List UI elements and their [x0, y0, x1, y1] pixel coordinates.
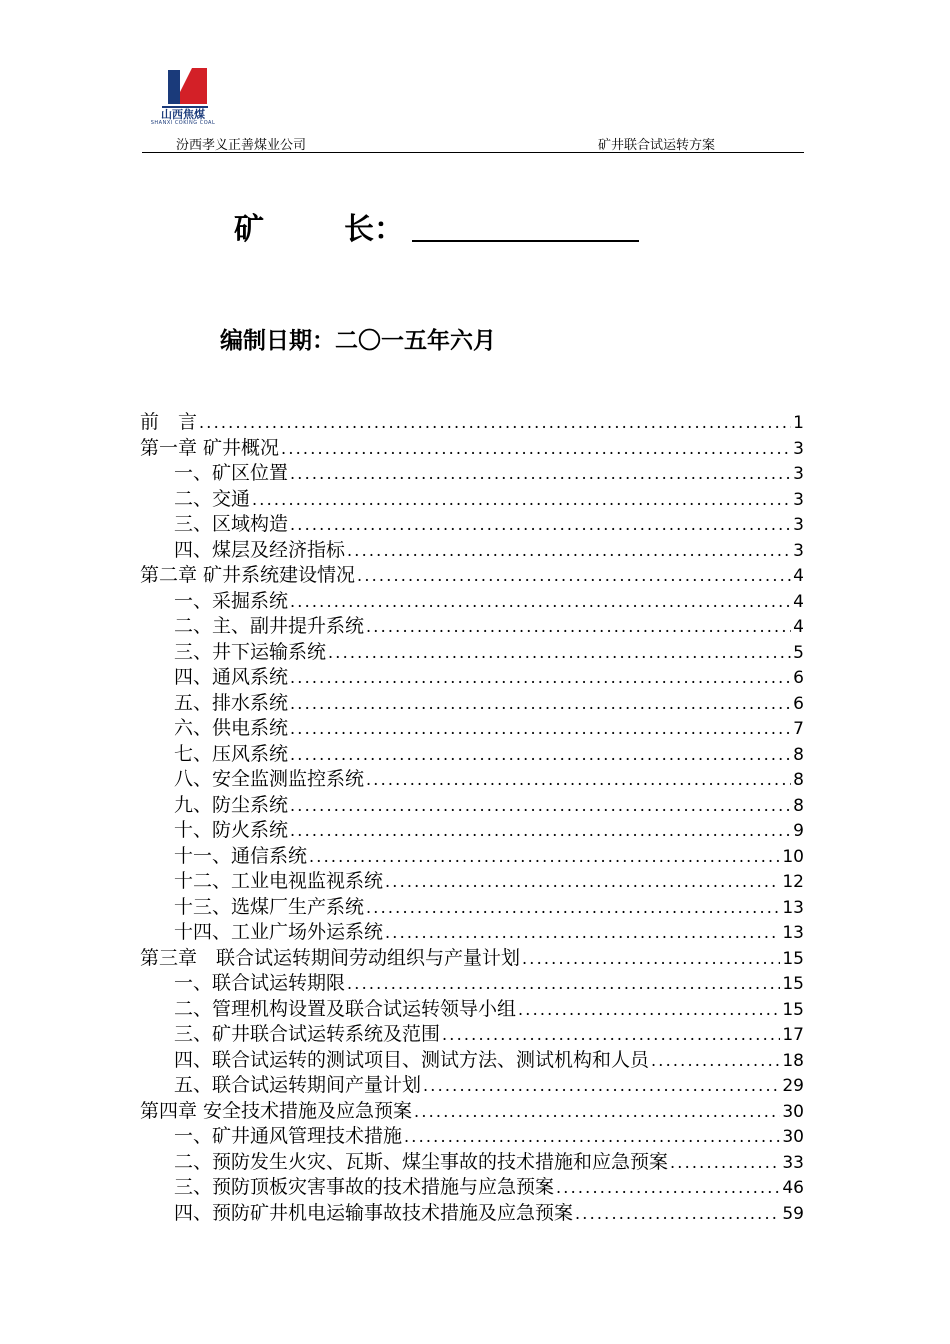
toc-leader-dots [423, 1073, 780, 1099]
signature-label-char-1: 矿 [234, 212, 264, 247]
toc-entry-title: 二、管理机构设置及联合试运转领导小组 [174, 997, 517, 1020]
toc-entry-title: 六、供电系统 [174, 717, 289, 739]
toc-entry-title: 十、防火系统 [174, 819, 289, 841]
toc-entry[interactable] [140, 640, 804, 666]
toc-entry[interactable] [140, 1099, 804, 1125]
toc-entry-page: 6 [793, 693, 804, 714]
toc-entry[interactable] [140, 563, 804, 589]
toc-entry-page: 13 [782, 923, 804, 943]
toc-entry[interactable] [140, 665, 804, 691]
toc-entry[interactable] [140, 818, 804, 844]
toc-entry-title: 三、矿井联合试运转系统及范围 [174, 1023, 441, 1045]
toc-entry-title: 第三章 联合试运转期间劳动组织与产量计划 [140, 946, 521, 969]
toc-leader-dots [290, 589, 791, 615]
toc-leader-dots [290, 691, 791, 717]
toc-entry-title: 一、矿井通风管理技术措施 [174, 1125, 403, 1147]
toc-entry-page: 8 [793, 795, 804, 816]
toc-entry[interactable] [140, 997, 804, 1023]
toc-entry[interactable] [140, 1048, 804, 1074]
toc-leader-dots [414, 1099, 780, 1125]
toc-entry-title: 二、主、副井提升系统 [174, 615, 365, 637]
toc-entry[interactable] [140, 767, 804, 793]
toc-leader-dots [347, 538, 791, 564]
toc-leader-dots [328, 640, 791, 666]
toc-leader-dots [290, 665, 791, 691]
toc-leader-dots [442, 1022, 780, 1048]
toc-leader-dots [290, 742, 791, 768]
toc-entry-title: 七、压风系统 [174, 742, 289, 765]
toc-entry-page: 3 [793, 464, 804, 484]
logo-text: 山西焦煤 [161, 108, 205, 121]
toc-entry[interactable] [140, 1022, 804, 1048]
toc-entry-page: 7 [793, 719, 804, 739]
toc-leader-dots [651, 1048, 780, 1074]
toc-leader-dots [281, 436, 791, 462]
table-of-contents [140, 410, 804, 1226]
toc-entry[interactable] [140, 410, 804, 436]
toc-leader-dots [290, 716, 791, 742]
signature-blank-line [412, 240, 639, 242]
toc-entry-page: 30 [782, 1101, 804, 1122]
toc-entry[interactable] [140, 1150, 804, 1176]
toc-entry[interactable] [140, 844, 804, 870]
toc-entry[interactable] [140, 691, 804, 717]
toc-entry-title: 五、联合试运转期间产量计划 [174, 1074, 422, 1096]
toc-leader-dots [252, 487, 791, 513]
toc-entry-page: 15 [782, 974, 804, 994]
compile-date: 编制日期：二〇一五年六月 [220, 327, 496, 354]
toc-leader-dots [366, 767, 791, 793]
toc-entry-page: 4 [793, 591, 804, 612]
toc-leader-dots [366, 614, 791, 640]
toc-entry[interactable] [140, 461, 804, 487]
toc-entry-title: 四、联合试运转的测试项目、测试方法、测试机构和人员 [174, 1048, 650, 1071]
toc-entry[interactable] [140, 1175, 804, 1201]
toc-entry-page: 3 [793, 438, 804, 459]
toc-entry-page: 9 [793, 821, 804, 841]
toc-entry[interactable] [140, 971, 804, 997]
toc-leader-dots [385, 869, 780, 895]
toc-entry[interactable] [140, 436, 804, 462]
header-document-title: 矿井联合试运转方案 [598, 138, 716, 153]
toc-entry-page: 33 [782, 1152, 804, 1173]
toc-entry[interactable] [140, 716, 804, 742]
toc-leader-dots [518, 997, 780, 1023]
toc-entry-page: 3 [793, 515, 804, 535]
toc-entry[interactable] [140, 920, 804, 946]
toc-entry[interactable] [140, 614, 804, 640]
toc-leader-dots [309, 844, 780, 870]
toc-entry[interactable] [140, 793, 804, 819]
toc-entry-page: 3 [793, 489, 804, 510]
signature-label-char-2: 长： [344, 212, 404, 247]
toc-entry[interactable] [140, 589, 804, 615]
toc-entry-title: 一、矿区位置 [174, 462, 289, 484]
toc-entry-page: 59 [782, 1203, 804, 1224]
toc-entry-title: 第一章 矿井概况 [140, 436, 280, 459]
toc-entry-page: 15 [782, 948, 804, 969]
logo-subtext: SHANXI COKING COAL [150, 120, 216, 126]
toc-entry[interactable] [140, 1124, 804, 1150]
toc-entry-page: 3 [793, 540, 804, 561]
toc-entry-title: 十三、选煤厂生产系统 [174, 895, 365, 918]
toc-entry-page: 6 [793, 668, 804, 688]
toc-entry-title: 八、安全监测监控系统 [174, 768, 365, 790]
toc-entry-title: 三、井下运输系统 [174, 640, 327, 663]
toc-entry[interactable] [140, 946, 804, 972]
toc-entry-page: 4 [793, 617, 804, 637]
toc-leader-dots [347, 971, 780, 997]
toc-leader-dots [556, 1175, 780, 1201]
toc-entry-title: 四、通风系统 [174, 666, 289, 688]
toc-leader-dots [199, 410, 791, 436]
toc-entry-title: 一、联合试运转期限 [174, 972, 346, 994]
toc-entry-title: 十一、通信系统 [174, 844, 308, 867]
toc-entry-title: 前 言 [140, 411, 198, 433]
toc-leader-dots [366, 895, 780, 921]
toc-leader-dots [290, 512, 791, 538]
toc-entry-title: 二、预防发生火灾、瓦斯、煤尘事故的技术措施和应急预案 [174, 1150, 669, 1173]
toc-entry-page: 46 [782, 1178, 804, 1198]
toc-leader-dots [290, 818, 791, 844]
toc-entry-page: 13 [782, 897, 804, 918]
toc-entry-title: 三、区域构造 [174, 513, 289, 535]
toc-leader-dots [404, 1124, 780, 1150]
header-company-name: 汾西孝义正善煤业公司 [176, 138, 307, 153]
toc-entry[interactable] [140, 895, 804, 921]
toc-leader-dots [290, 461, 791, 487]
toc-entry[interactable] [140, 538, 804, 564]
toc-entry[interactable] [140, 487, 804, 513]
toc-entry-title: 十二、工业电视监视系统 [174, 870, 384, 892]
toc-entry[interactable] [140, 512, 804, 538]
toc-entry[interactable] [140, 1073, 804, 1099]
toc-leader-dots [290, 793, 791, 819]
toc-entry-title: 四、预防矿井机电运输事故技术措施及应急预案 [174, 1201, 574, 1224]
toc-entry-page: 12 [782, 872, 804, 892]
toc-entry-title: 四、煤层及经济指标 [174, 538, 346, 561]
toc-entry-title: 三、预防顶板灾害事故的技术措施与应急预案 [174, 1176, 555, 1198]
toc-leader-dots [357, 563, 791, 589]
toc-entry-title: 二、交通 [174, 487, 251, 510]
toc-entry-title: 五、排水系统 [174, 691, 289, 714]
toc-leader-dots [575, 1201, 780, 1227]
toc-entry[interactable] [140, 742, 804, 768]
toc-entry-page: 5 [793, 642, 804, 663]
toc-entry[interactable] [140, 1201, 804, 1227]
toc-entry[interactable] [140, 869, 804, 895]
toc-entry-title: 一、采掘系统 [174, 589, 289, 612]
header-rule [142, 152, 804, 153]
toc-entry-title: 九、防尘系统 [174, 793, 289, 816]
toc-leader-dots [522, 946, 780, 972]
toc-entry-page: 15 [782, 999, 804, 1020]
toc-entry-page: 8 [793, 744, 804, 765]
toc-entry-page: 1 [793, 413, 804, 433]
toc-entry-title: 第四章 安全技术措施及应急预案 [140, 1099, 413, 1122]
toc-entry-title: 第二章 矿井系统建设情况 [140, 564, 356, 586]
signature-label [234, 204, 404, 248]
toc-entry-page: 30 [782, 1127, 804, 1147]
toc-entry-page: 8 [793, 770, 804, 790]
toc-entry-page: 4 [793, 566, 804, 586]
toc-entry-page: 29 [782, 1076, 804, 1096]
toc-leader-dots [385, 920, 780, 946]
toc-entry-page: 10 [782, 846, 804, 867]
toc-entry-title: 十四、工业广场外运系统 [174, 921, 384, 943]
toc-entry-page: 18 [782, 1050, 804, 1071]
toc-leader-dots [670, 1150, 780, 1176]
toc-entry-page: 17 [782, 1025, 804, 1045]
